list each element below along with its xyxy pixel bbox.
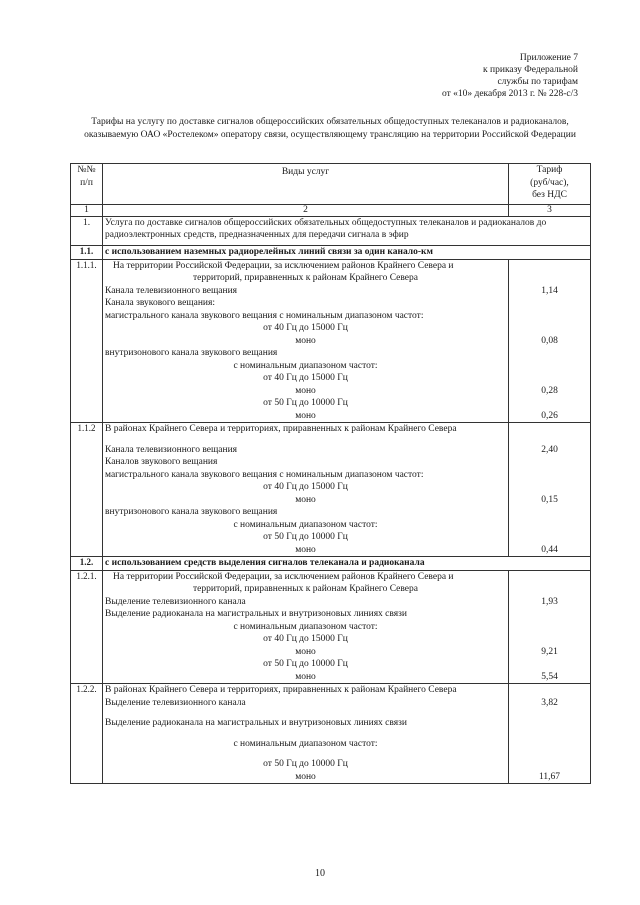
tariff-value: 0,15 — [541, 494, 558, 505]
line-text: моно — [295, 385, 316, 396]
row-number: 1.1.1. — [71, 259, 103, 423]
line-text: от 40 Гц до 15000 Гц — [263, 482, 348, 492]
row-lines — [103, 259, 509, 423]
line-text: Выделение радиоканала на магистральных и внутризоновых линиях связи — [105, 609, 407, 619]
line-text: от 40 Гц до 15000 Гц — [263, 373, 348, 383]
appendix-line-2: к приказу Федеральной — [483, 65, 578, 75]
tariff-value: 2,40 — [541, 444, 558, 455]
line-text: Выделение телевизионного канала — [105, 697, 246, 708]
row-number: 1.1.2 — [71, 423, 103, 557]
appendix-line-3: службы по тарифам — [497, 77, 578, 87]
header-tariff-line3: без НДС — [532, 190, 567, 200]
row-text: Услуга по доставке сигналов общероссийских обязательных общедоступных телеканалов и радиоканалов до радиоэлектронных средств, предназначенных для передачи сигнала в эфир — [103, 217, 591, 246]
header-number — [71, 164, 103, 205]
line-text: от 40 Гц до 15000 Гц — [263, 634, 348, 644]
line-text: На территории Российской Федерации, за исключением районов Крайнего Севера и — [113, 260, 454, 271]
line-text: с номинальным диапазоном частот: — [233, 519, 378, 530]
tariff-value: 11,67 — [538, 771, 561, 782]
tariff-value: 0,08 — [541, 335, 558, 346]
header-number-line1: №№ — [77, 165, 96, 175]
row-number: 1.2.1. — [71, 570, 103, 684]
page-number: 10 — [315, 868, 325, 879]
line-text: внутризонового канала звукового вещания — [105, 507, 278, 517]
header-tariff — [509, 164, 591, 205]
row-lines — [103, 570, 509, 684]
column-number-2: 2 — [103, 205, 509, 217]
line-text: от 50 Гц до 10000 Гц — [263, 532, 348, 542]
line-text: Выделение радиоканала на магистральных и внутризоновых линиях связи — [105, 718, 407, 728]
tariff-values — [509, 423, 591, 557]
appendix-line-1: Приложение 7 — [519, 53, 578, 63]
line-text: с номинальным диапазоном частот: — [233, 738, 378, 749]
column-number-3: 3 — [509, 205, 591, 217]
table-header-row — [71, 164, 591, 205]
line-text: территорий, приравненных к районам Крайнего Севера — [193, 584, 418, 594]
row-number: 1.1. — [71, 246, 103, 260]
line-text: магистрального канала звукового вещания с номинальным диапазоном частот: — [105, 310, 424, 321]
line-text: Канала телевизионного вещания — [105, 444, 238, 455]
line-text: Выделение телевизионного канала — [105, 596, 246, 607]
header-tariff-line2: (руб/час), — [530, 177, 569, 188]
line-text: Канала телевизионного вещания — [105, 285, 238, 296]
tariff-values — [509, 259, 591, 423]
table-row-main — [71, 217, 591, 246]
line-text: На территории Российской Федерации, за исключением районов Крайнего Севера и — [113, 571, 454, 582]
line-text: от 50 Гц до 10000 Гц — [263, 659, 348, 669]
line-text: моно — [295, 494, 316, 505]
line-text: внутризонового канала звукового вещания — [105, 348, 278, 358]
tariff-value: 1,14 — [541, 285, 558, 296]
row-number: 1. — [71, 217, 103, 246]
table-row-1-2 — [71, 557, 591, 571]
tariff-value: 0,44 — [541, 544, 558, 555]
line-text: с номинальным диапазоном частот: — [233, 360, 378, 371]
section-heading: с использованием наземных радиорелейных линий связи за один канало-км — [105, 247, 433, 257]
line-text: от 40 Гц до 15000 Гц — [263, 323, 348, 333]
line-text: Канала звукового вещания: — [105, 298, 216, 308]
tariff-value: 0,28 — [541, 385, 558, 396]
table-row-1-2-1 — [71, 570, 591, 684]
line-text: Каналов звукового вещания — [105, 457, 218, 467]
row-text — [103, 246, 591, 260]
appendix-block — [338, 52, 578, 100]
table-row-1-2-2 — [71, 684, 591, 784]
tariff-values — [509, 570, 591, 684]
header-services: Виды услуг — [103, 164, 509, 205]
tariffs-table — [70, 163, 591, 784]
line-text: моно — [295, 671, 316, 682]
line-text: с номинальным диапазоном частот: — [233, 621, 378, 632]
line-text: моно — [295, 771, 316, 782]
line-text: моно — [295, 335, 316, 346]
row-text — [103, 557, 591, 571]
tariff-value: 0,26 — [541, 410, 558, 421]
tariff-value: 5,54 — [541, 671, 558, 682]
row-lines — [103, 423, 509, 557]
table-row-1-1-1 — [71, 259, 591, 423]
table-row-1-1-2 — [71, 423, 591, 557]
line-text: моно — [295, 646, 316, 657]
row-number: 1.2.2. — [71, 684, 103, 784]
column-number-1: 1 — [71, 205, 103, 217]
row-lines — [103, 684, 509, 784]
column-number-row — [71, 205, 591, 217]
table-row-1-1 — [71, 246, 591, 260]
line-text: В районах Крайнего Севера и территориях, приравненных к районам Крайнего Севера — [105, 424, 457, 434]
tariff-value: 1,93 — [541, 596, 558, 607]
line-text: В районах Крайнего Севера и территориях, приравненных к районам Крайнего Севера — [105, 685, 457, 695]
appendix-line-4: от «10» декабря 2013 г. № 228-с/3 — [441, 89, 578, 99]
line-text: от 50 Гц до 10000 Гц — [263, 398, 348, 408]
document-title: Тарифы на услугу по доставке сигналов общероссийских обязательных общедоступных телеканалов и радиоканалов, оказываемую ОАО «Ростелеком» оператору связи, осуществляющему трансляцию на территории Российской Федерации — [84, 117, 576, 140]
line-text: моно — [295, 544, 316, 555]
line-text: территорий, приравненных к районам Крайнего Севера — [193, 273, 418, 283]
tariff-values — [509, 684, 591, 784]
section-heading: с использованием средств выделения сигналов телеканала и радиоканала — [105, 558, 425, 568]
tariff-value: 3,82 — [541, 697, 558, 708]
line-text: от 50 Гц до 10000 Гц — [263, 759, 348, 769]
header-number-line2: п/п — [80, 177, 93, 188]
header-tariff-line1: Тариф — [536, 165, 563, 175]
line-text: моно — [295, 410, 316, 421]
tariff-value: 9,21 — [541, 646, 558, 657]
line-text: магистрального канала звукового вещания с номинальным диапазоном частот: — [105, 469, 424, 480]
row-number: 1.2. — [71, 557, 103, 571]
